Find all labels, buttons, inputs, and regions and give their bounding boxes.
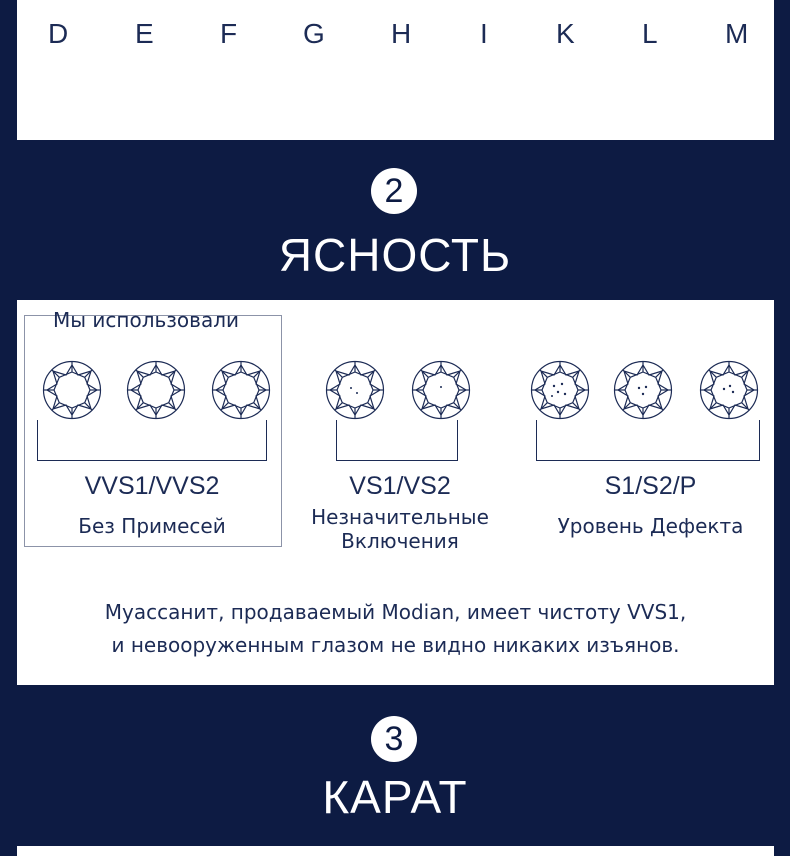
grade-desc-vs-line1: Незначительные (311, 505, 489, 529)
section-number-badge: 3 (371, 716, 417, 762)
color-grade-h: H (391, 18, 413, 49)
color-grade-k: K (556, 18, 576, 49)
gem-defect-icon (699, 360, 759, 420)
note-text: , (679, 600, 687, 624)
color-grade-e: E (135, 18, 155, 49)
clarity-note-line1 (17, 600, 774, 624)
used-label: Мы использовали (53, 308, 239, 332)
grade-desc-s: Уровень Дефекта (557, 514, 744, 538)
color-grade-m: M (725, 18, 750, 49)
bracket-vvs (37, 420, 267, 461)
gem-flawless-icon (126, 360, 186, 420)
gem-flawless-icon (211, 360, 271, 420)
gem-minor-inclusion-icon (325, 360, 385, 420)
grade-name-vs: VS1/VS2 (349, 472, 451, 500)
color-grade-g: G (303, 18, 326, 49)
bracket-s (536, 420, 760, 461)
carat-panel (17, 846, 774, 856)
section-number-badge: 2 (371, 168, 417, 214)
bracket-vs (336, 420, 458, 461)
grade-desc-vs-line2: Включения (341, 529, 459, 553)
section-title-carat: КАРАТ (322, 771, 468, 823)
gem-flawless-icon (42, 360, 102, 420)
grade-desc-vvs: Без Примесей (78, 514, 226, 538)
color-grade-i: I (480, 18, 489, 49)
grade-name-s: S1/S2/P (604, 472, 697, 500)
grade-name-vvs: VVS1/VVS2 (84, 472, 220, 500)
color-grade-f: F (220, 18, 239, 49)
color-grade-panel (17, 0, 774, 140)
clarity-panel (17, 300, 774, 685)
color-grade-d: D (48, 18, 70, 49)
clarity-note-line2: и невооруженным глазом не видно никаких изъянов. (111, 633, 680, 657)
gem-minor-inclusion-icon (411, 360, 471, 420)
note-text: Муассанит, продаваемый Modian, имеет чистоту (104, 600, 628, 624)
section-title-clarity: ЯСНОСТЬ (278, 229, 512, 281)
gem-defect-icon (530, 360, 590, 420)
gem-defect-icon (613, 360, 673, 420)
note-highlight: VVS1 (627, 600, 680, 624)
color-grade-l: L (642, 18, 659, 49)
